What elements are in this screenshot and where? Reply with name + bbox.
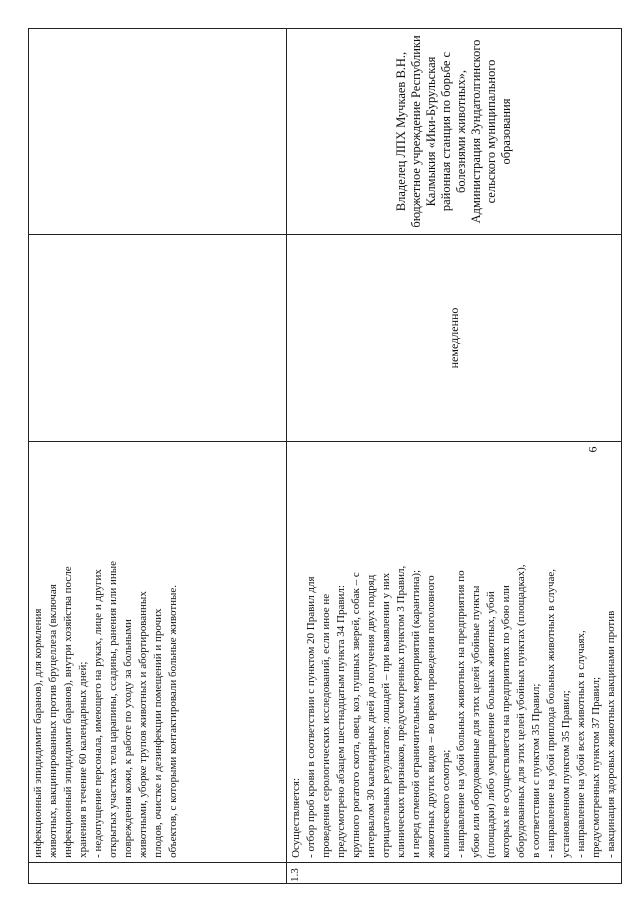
text-line: - вакцинация здоровых животных вакцинами против [605,610,617,858]
text-line: которых не осуществляется на предприятиях по убою или [500,585,512,858]
text-line: - направление на убой больных животных на предприятия по [455,570,467,858]
text-line: отрицательных результатов; лошадей – при выявлении у них [380,572,392,858]
measures-table [28,28,622,884]
text-line: предусмотрено абзацем шестнадцатым пункта 34 Правил: [335,585,347,858]
text-line: инфекционный эпидидимит баранов), для кормления [32,608,44,858]
text-line: - направление на убой приплода больных животных в случае, [545,568,557,858]
text-line: открытых участках тела царапины, ссадины, ранения или иные [107,560,119,858]
text-line: клинических признаков, предусмотренных пунктом 3 Правил, [395,565,407,858]
text-line: хранения в течение 60 календарных дней; [77,661,89,858]
text-line: в соответствии с пунктом 35 Правил; [530,683,542,858]
term-cell [29,234,287,441]
text-line: установленном пунктом 35 Правил; [560,690,572,858]
text-line: интервалом 30 календарных дней до получения двух подряд [365,574,377,858]
text-line: объектов, с которыми контактировали больные животные. [167,584,179,858]
measure-lines [289,446,619,858]
measure-text [287,441,622,862]
rotated-page [28,28,617,884]
row-number [29,862,287,883]
term-cell: немедленно [287,234,622,441]
responsible-cell: Владелец ЛПХ Мучкаев В.Н., бюджетное учреждение Республики Калмыкия «Ики-Бурульская районная станция по борьбе с болезнями животных», Администрация Зундатолгинского сельского муниципального образования [287,29,622,235]
measure-text [29,441,287,862]
text-line: проведения серологических исследований, если иное не [320,593,332,858]
page-number: 6 [585,446,600,453]
text-line: предусмотренных пунктом 37 Правил; [590,676,602,858]
text-line: крупного рогатого скота, овец, коз, пушных зверей, собак – с [350,572,362,858]
text-line: (площадки) либо умерщвление больных животных, убой [485,591,497,858]
text-line: убою или оборудованные для этих целей убойные пункты [470,585,482,858]
table-row [287,29,622,884]
text-line: - недопущение персонала, имеющего на руках, лице и других [92,569,104,858]
text-line: животных, вакцинированных против бруцеллеза (включая [47,584,59,858]
measure-lines [31,446,181,858]
text-line: животными, уборке трупов животных и абортированных [137,591,149,858]
text-line: оборудованных для этих целей убойных пунктах (площадках), [515,564,527,858]
text-line: - направление на убой всех животных в случаях, [575,630,587,858]
responsible-cell [29,29,287,235]
text-line: Осуществляется: [290,777,302,858]
text-line: инфекционный эпидидимит баранов), внутри хозяйства после [62,566,74,858]
text-line: повреждения кожи, к работе по уходу за больными [122,619,134,858]
row-number: 1.3 [287,862,622,883]
text-line: - отбор проб крови в соответствии с пунктом 20 Правил для [305,576,317,858]
table-row [29,29,287,884]
text-line: и перед отменой ограничительных мероприятий (карантина); [410,569,422,858]
text-line: животных других видов – во время проведения поголовного [425,575,437,858]
text-line: плодов, очистке и дезинфекции помещений и прочих [152,608,164,858]
text-line: клинического осмотра; [440,749,452,858]
